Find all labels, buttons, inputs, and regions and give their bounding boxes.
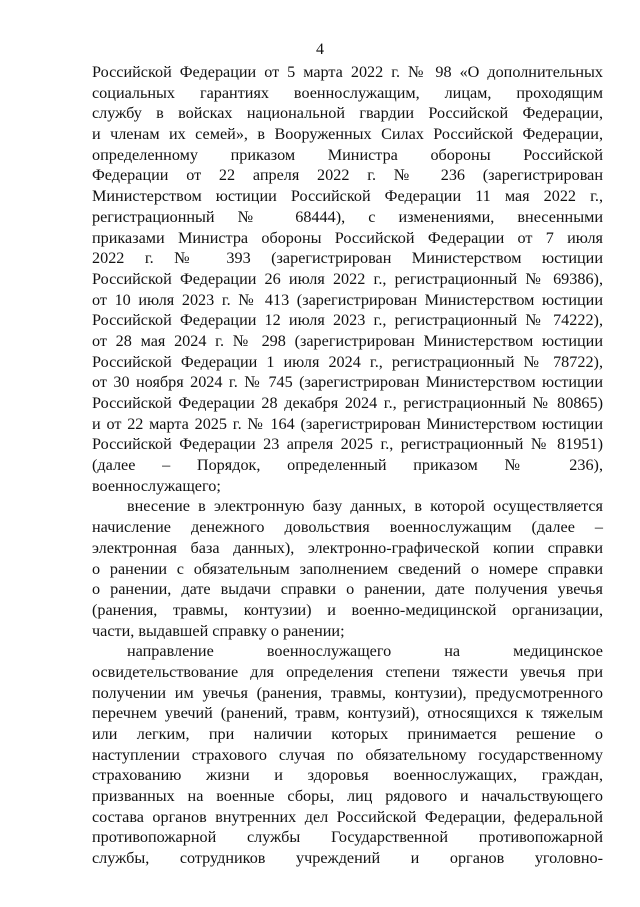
text-line: Федерации от 22 апреля 2022 г. № 236 (зарегистрирован xyxy=(92,166,603,185)
text-line: службы, сотрудников учреждений и органов уголовно- xyxy=(92,849,603,868)
text-line: Министерством юстиции Российской Федерации 11 мая 2022 г., xyxy=(92,187,603,206)
page-number: 4 xyxy=(316,41,324,58)
text-line: (ранения, травмы, контузии) и военно-медицинской организации, xyxy=(92,600,603,619)
text-line: от 10 июля 2023 г. № 413 (зарегистрирован Министерством юстиции xyxy=(92,290,603,309)
text-line: части, выдавшей справку о ранении; xyxy=(92,621,345,640)
text-line: Российской Федерации 28 декабря 2024 г., регистрационный № 80865) xyxy=(92,394,603,412)
paragraph-first-line: направление военнослужащего на медицинское xyxy=(127,642,603,661)
text-line: призванных на военные сборы, лиц рядового и начальствующего xyxy=(92,787,603,806)
text-line: состава органов внутренних дел Российской Федерации, федеральной xyxy=(92,807,603,826)
text-line: определенному приказом Министра обороны Российской xyxy=(92,145,603,164)
paragraph-first-line: внесение в электронную базу данных, в которой осуществляется xyxy=(127,497,603,516)
text-line: перечнем увечий (ранений, травм, контузий), относящихся к тяжелым xyxy=(92,704,603,723)
text-line: военнослужащего; xyxy=(92,476,221,495)
body-text xyxy=(92,62,603,869)
text-line: приказами Министра обороны Российской Федерации от 7 июля xyxy=(92,228,603,247)
text-line: социальных гарантиях военнослужащим, лицам, проходящим xyxy=(92,83,603,102)
text-line: службу в войсках национальной гвардии Российской Федерации, xyxy=(92,104,603,123)
text-line: страхованию жизни и здоровья военнослужащих, граждан, xyxy=(92,766,603,785)
text-line: освидетельствование для определения степени тяжести увечья при xyxy=(92,662,603,681)
text-line: о ранении, дате выдачи справки о ранении, дате получения увечья xyxy=(92,580,603,599)
text-line: Российской Федерации от 5 марта 2022 г. № 98 «О дополнительных xyxy=(92,63,603,81)
text-line: или легким, при наличии которых принимается решение о xyxy=(92,725,603,743)
text-line: и членам их семей», в Вооруженных Силах Российской Федерации, xyxy=(92,125,603,144)
text-line: (далее – Порядок, определенный приказом № 236), xyxy=(92,456,603,475)
text-line: Российской Федерации 23 апреля 2025 г., регистрационный № 81951) xyxy=(92,435,603,454)
text-line: Российской Федерации 1 июля 2024 г., регистрационный № 78722), xyxy=(92,352,603,371)
text-line: противопожарной службы Государственной противопожарной xyxy=(92,828,603,847)
text-line: от 30 ноября 2024 г. № 745 (зарегистрирован Министерством юстиции xyxy=(92,373,603,392)
text-line: наступлении страхового случая по обязательному государственному xyxy=(92,745,603,764)
text-line: и от 22 марта 2025 г. № 164 (зарегистрирован Министерством юстиции xyxy=(92,414,603,433)
text-line: регистрационный № 68444), с изменениями, внесенными xyxy=(92,207,603,226)
text-line: электронная база данных), электронно-графической копии справки xyxy=(92,538,603,557)
text-line: Российской Федерации 26 июля 2022 г., регистрационный № 69386), xyxy=(92,269,603,288)
text-line: получении им увечья (ранения, травмы, контузии), предусмотренного xyxy=(92,683,603,702)
text-line: от 28 мая 2024 г. № 298 (зарегистрирован Министерством юстиции xyxy=(92,331,603,350)
text-line: 2022 г. № 393 (зарегистрирован Министерством юстиции xyxy=(92,249,603,268)
text-line: начисление денежного довольствия военнослужащим (далее – xyxy=(92,518,603,537)
text-line: о ранении с обязательным заполнением сведений о номере справки xyxy=(92,559,603,578)
text-line: Российской Федерации 12 июля 2023 г., регистрационный № 74222), xyxy=(92,311,603,330)
